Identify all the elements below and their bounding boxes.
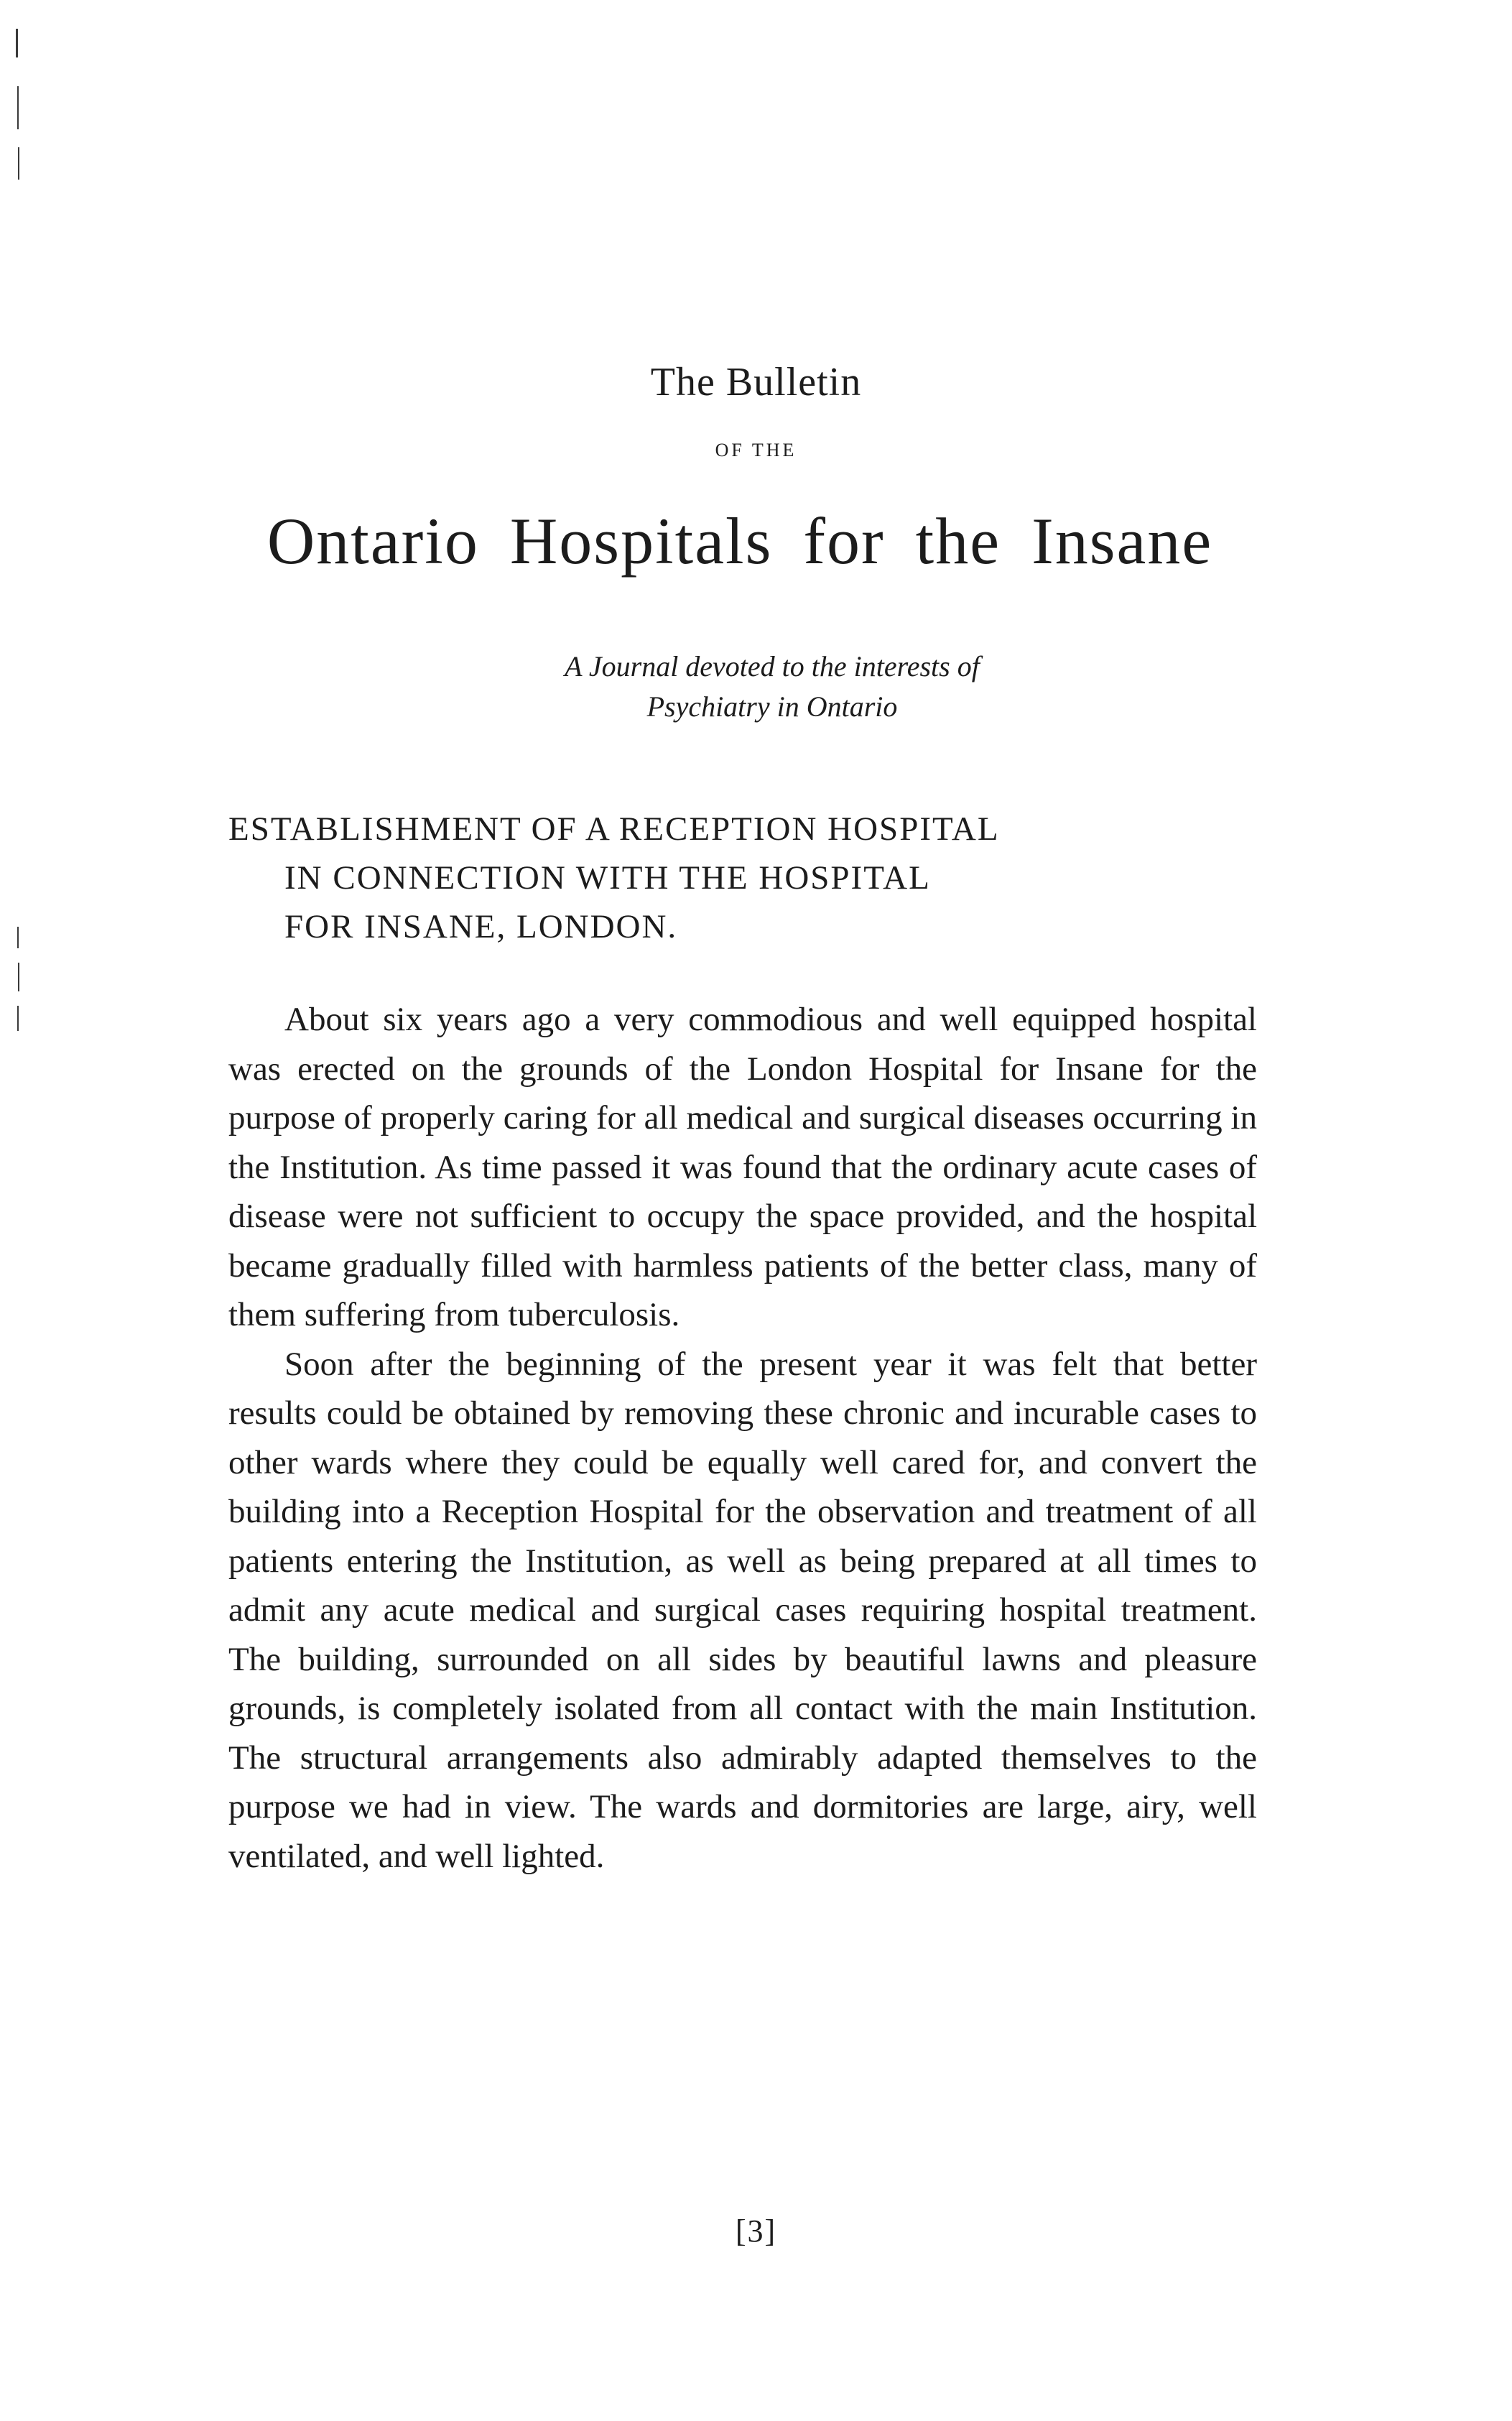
journal-tagline bbox=[503, 647, 1042, 727]
masthead-of: OF THE bbox=[715, 440, 797, 460]
tagline-line: Psychiatry in Ontario bbox=[646, 690, 898, 723]
journal-name: Ontario Hospitals for the Insane bbox=[266, 504, 1213, 578]
paragraph: Soon after the beginning of the present year it was felt that better results could be obtained by removing these chronic and incurable cases to other wards where they could be equally well cared for, and convert the building into a Reception Hospital for the observation and treatment of all patients entering the Institution, as well as being prepared at all times to admit any acute medical and surgical cases requiring hospital treatment. The building, surrounded on all sides by beautiful lawns and pleasure grounds, is completely isolated from all contact with the main Institution. The structural arrangements also admirably adapted themselves to the purpose we had in view. The wards and dormitories are large, airy, well ventilated, and well lighted. bbox=[228, 1345, 1257, 1875]
paragraph: About six years ago a very commodious and well equipped hospital was erected on the grounds of the London Hospital for Insane for the purpose of properly caring for all medical and surgical diseases occurring in the Institution. As time passed it was found that the ordinary acute cases of disease were not sufficient to occupy the space provided, and the hospital became gradually filled with harmless patients of the better class, many of them suffering from tuberculosis. bbox=[228, 1001, 1257, 1333]
scan-artifact bbox=[17, 1006, 19, 1031]
article-body bbox=[228, 995, 1257, 1881]
scan-artifact bbox=[18, 147, 19, 180]
heading-line: ESTABLISHMENT OF A RECEPTION HOSPITAL bbox=[228, 810, 1000, 848]
article-heading bbox=[228, 805, 1263, 951]
scan-artifact bbox=[18, 963, 19, 991]
scan-artifact bbox=[17, 927, 19, 948]
tagline-line: A Journal devoted to the interests of bbox=[565, 650, 980, 682]
scan-artifact bbox=[16, 29, 18, 57]
page-number: [3] bbox=[735, 2213, 777, 2249]
scan-artifact bbox=[17, 86, 19, 129]
masthead-title: The Bulletin bbox=[650, 360, 862, 404]
heading-line: FOR INSANE, LONDON. bbox=[284, 908, 678, 945]
heading-line: IN CONNECTION WITH THE HOSPITAL bbox=[284, 859, 931, 897]
